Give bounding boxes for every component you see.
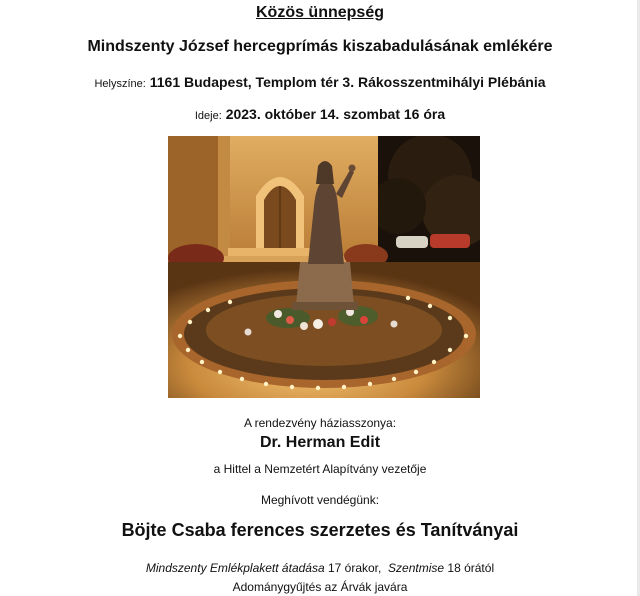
event-date (0, 106, 640, 122)
date-label: Ideje: (194, 110, 222, 122)
date-value: 2023. október 14. szombat 16 óra (225, 106, 446, 122)
event-heading: Közös ünnepség (255, 4, 384, 21)
event-location (0, 74, 640, 90)
host-name: Dr. Herman Edit (259, 434, 381, 451)
event-title: Mindszenty József hercegprímás kiszabadulásának emlékére (87, 38, 553, 55)
plaque-ceremony: Mindszenty Emlékplakett átadása (145, 561, 325, 575)
guest-label: Meghívott vendégünk: (260, 493, 380, 507)
plaque-time: 17 órakor, (327, 561, 382, 575)
statue-photo (168, 136, 480, 398)
host-role: a Hittel a Nemzetért Alapítvány vezetője (213, 462, 427, 476)
event-schedule (0, 561, 640, 575)
location-value: 1161 Budapest, Templom tér 3. Rákosszentmihályi Plébánia (149, 74, 546, 90)
host-label: A rendezvény háziasszonya: (243, 416, 397, 430)
location-label: Helyszíne: (94, 78, 146, 90)
donation-note: Adománygyűjtés az Árvák javára (232, 580, 408, 594)
mass-label: Szentmise (388, 561, 445, 575)
guest-name: Böjte Csaba ferences szerzetes és Tanítványai (121, 520, 519, 540)
mass-time: 18 órától (447, 561, 495, 575)
